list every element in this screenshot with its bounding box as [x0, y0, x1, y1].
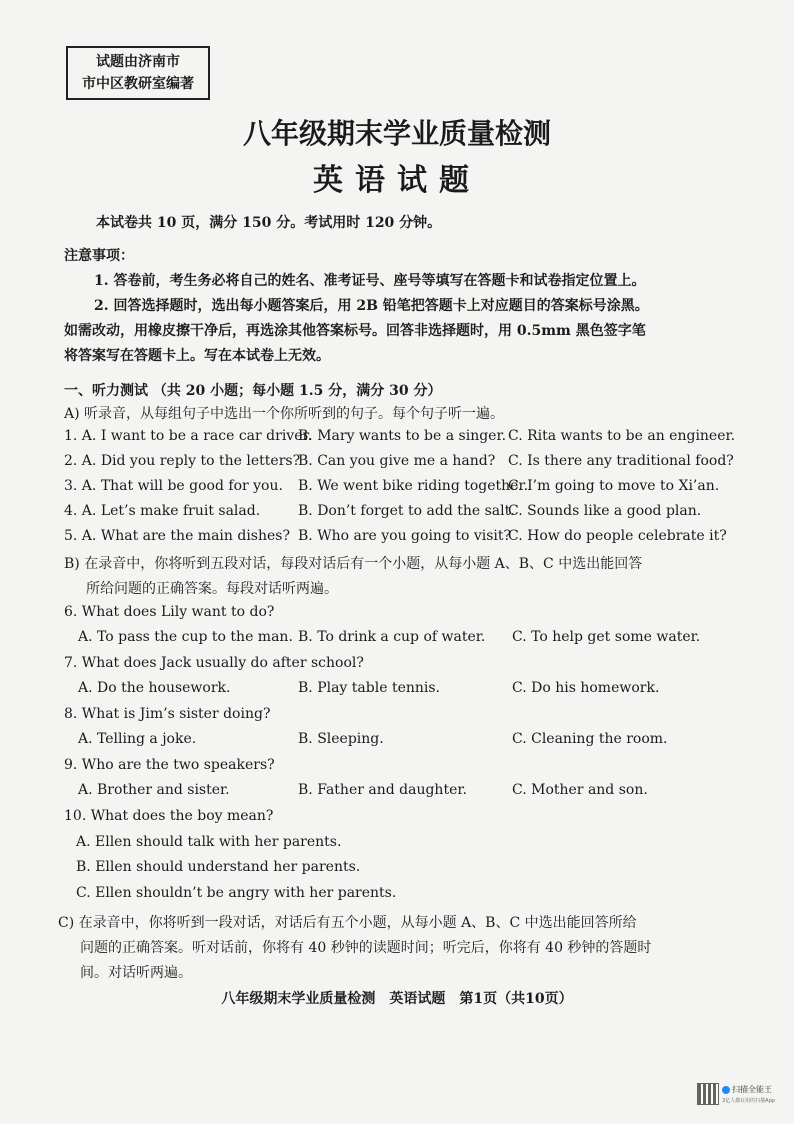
section-1-title: 一、听力测试 （共 20 小题；每小题 1.5 分，满分 30 分） [64, 383, 442, 399]
note-2-line-3: 将答案写在答题卡上。写在本试卷上无效。 [64, 348, 330, 364]
question-text: 6. What does Lily want to do? [64, 604, 275, 620]
option-b: B. To drink a cup of water. [298, 629, 486, 645]
option-a: A. To pass the cup to the man. [78, 629, 293, 645]
option-c: C. Do his homework. [512, 680, 660, 696]
option-b: B. We went bike riding together. [298, 478, 529, 494]
option-c: C. Is there any traditional food? [508, 453, 734, 469]
option-c: C. I’m going to move to Xi’an. [508, 478, 720, 494]
notes-heading: 注意事项： [64, 248, 134, 264]
stamp-line-1: 试题由济南市 [96, 54, 180, 70]
part-b-instructions-2: 所给问题的正确答案。每段对话听两遍。 [86, 581, 338, 597]
option-a: A. Brother and sister. [78, 782, 230, 798]
exam-subject: 英语试题 [313, 163, 481, 198]
question-text: 7. What does Jack usually do after school? [64, 655, 364, 671]
scanner-brand-name: 扫描全能王 [732, 1085, 772, 1094]
page-footer: 八年级期末学业质量检测 英语试题 第1页（共10页） [221, 991, 573, 1007]
question-text: 8. What is Jim’s sister doing? [64, 706, 271, 722]
part-c-instructions-2: 问题的正确答案。听对话前，你将有 40 秒钟的读题时间；听完后，你将有 40 秒钟的答题时 [80, 940, 652, 956]
option-c: C. Rita wants to be an engineer. [508, 428, 736, 444]
part-c-instructions-1: C) 在录音中，你将听到一段对话，对话后有五个小题，从每小题 A、B、C 中选出能回答所给 [58, 915, 637, 931]
note-2-line-1: 2. 回答选择题时，选出每小题答案后，用 2B 铅笔把答题卡上对应题目的答案标号涂黑。 [94, 298, 649, 314]
note-2-line-2: 如需改动，用橡皮擦干净后，再选涂其他答案标号。回答非选择题时，用 0.5mm 黑色签字笔 [64, 323, 646, 339]
option-a: 5. A. What are the main dishes? [64, 528, 290, 544]
option-b: B. Can you give me a hand? [298, 453, 496, 469]
option-c: C. Cleaning the room. [512, 731, 668, 747]
option-a: 3. A. That will be good for you. [64, 478, 283, 494]
option-b: B. Play table tennis. [298, 680, 440, 696]
option-a: 4. A. Let’s make fruit salad. [64, 503, 261, 519]
option-b: B. Don’t forget to add the salt. [298, 503, 515, 519]
option-c: C. Ellen shouldn’t be angry with her parents. [76, 885, 397, 901]
option-c: C. Mother and son. [512, 782, 648, 798]
exam-intro: 本试卷共 10 页，满分 150 分。考试用时 120 分钟。 [96, 215, 442, 231]
option-b: B. Sleeping. [298, 731, 384, 747]
option-b: B. Mary wants to be a singer. [298, 428, 507, 444]
qr-code-icon [697, 1083, 719, 1105]
part-b-instructions-1: B) 在录音中，你将听到五段对话，每段对话后有一个小题，从每小题 A、B、C 中选出能回答 [64, 556, 643, 572]
stamp-line-2: 市中区教研室编著 [82, 76, 194, 92]
question-text: 9. Who are the two speakers? [64, 757, 275, 773]
option-b: B. Ellen should understand her parents. [76, 859, 361, 875]
option-a: A. Do the housework. [78, 680, 231, 696]
option-c: C. To help get some water. [512, 629, 701, 645]
question-text: 10. What does the boy mean? [64, 808, 274, 824]
source-stamp [66, 46, 210, 100]
option-b: B. Who are you going to visit? [298, 528, 512, 544]
exam-title: 八年级期末学业质量检测 [242, 117, 551, 150]
option-a: A. Telling a joke. [78, 731, 197, 747]
part-c-instructions-3: 间。对话听两遍。 [80, 965, 192, 981]
option-a: 1. A. I want to be a race car driver. [64, 428, 313, 444]
option-c: C. Sounds like a good plan. [508, 503, 702, 519]
scanner-brand-tagline: 3亿人都在用的扫描App [722, 1098, 775, 1104]
part-a-instructions: A) 听录音，从每组句子中选出一个你所听到的句子。每个句子听一遍。 [64, 406, 505, 422]
option-c: C. How do people celebrate it? [508, 528, 727, 544]
scanner-logo-icon [722, 1086, 730, 1094]
option-a: 2. A. Did you reply to the letters? [64, 453, 301, 469]
note-1: 1. 答卷前，考生务必将自己的姓名、准考证号、座号等填写在答题卡和试卷指定位置上。 [94, 273, 646, 289]
option-a: A. Ellen should talk with her parents. [76, 834, 342, 850]
option-b: B. Father and daughter. [298, 782, 467, 798]
scanner-watermark [722, 1084, 775, 1104]
